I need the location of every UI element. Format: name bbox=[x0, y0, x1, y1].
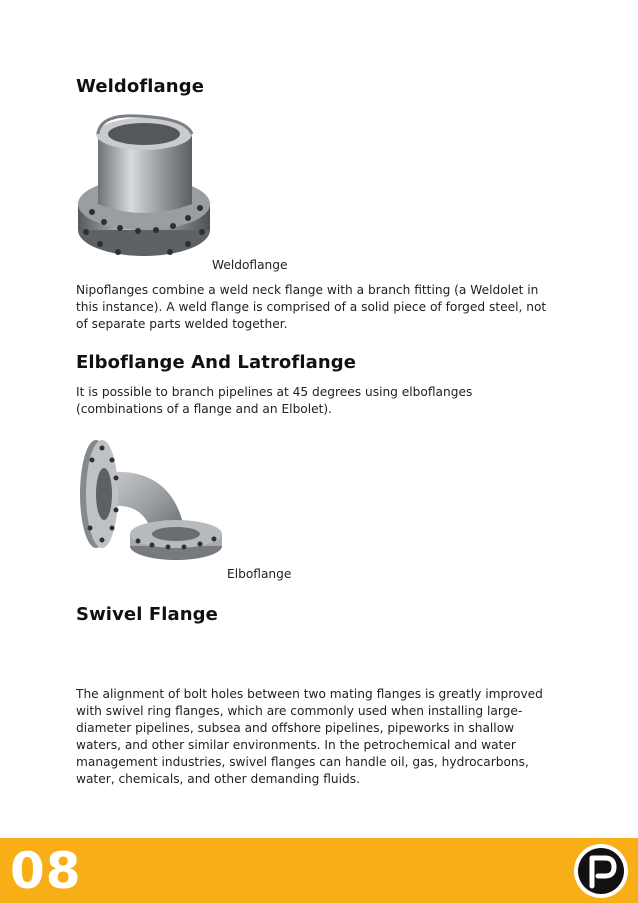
heading-elboflange: Elboflange And Latroflange bbox=[76, 352, 357, 373]
elboflange-paragraph: It is possible to branch pipelines at 45 degrees using elboflanges (combinations of a flange and an Elbolet). bbox=[76, 385, 473, 416]
swivel-flange-paragraph: The alignment of bolt holes between two mating flanges is greatly improved with swivel ring flanges, which are commonly used when installing large-diameter pipelines, subsea and offshore pipelines, pipeworks in shallow waters, and other similar environments. In the petrochemical and water management industries, swivel flanges can handle oil, gas, hydrocarbons, water, chemicals, and other demanding fluids. bbox=[76, 687, 543, 786]
page-footer bbox=[0, 838, 638, 903]
weldoflange-caption: Weldoflange bbox=[212, 258, 288, 272]
weldoflange-image bbox=[76, 112, 212, 272]
elboflange-caption: Elboflange bbox=[227, 567, 292, 581]
elboflange-image bbox=[76, 438, 226, 564]
page-number: 08 bbox=[10, 842, 82, 900]
heading-swivel-flange: Swivel Flange bbox=[76, 604, 218, 625]
brand-logo-icon bbox=[572, 842, 630, 900]
weldoflange-paragraph: Nipoflanges combine a weld neck flange with a branch fitting (a Weldolet in this instance). A weld flange is comprised of a solid piece of forged steel, not of separate parts welded together. bbox=[76, 283, 547, 331]
heading-weldoflange: Weldoflange bbox=[76, 76, 204, 97]
